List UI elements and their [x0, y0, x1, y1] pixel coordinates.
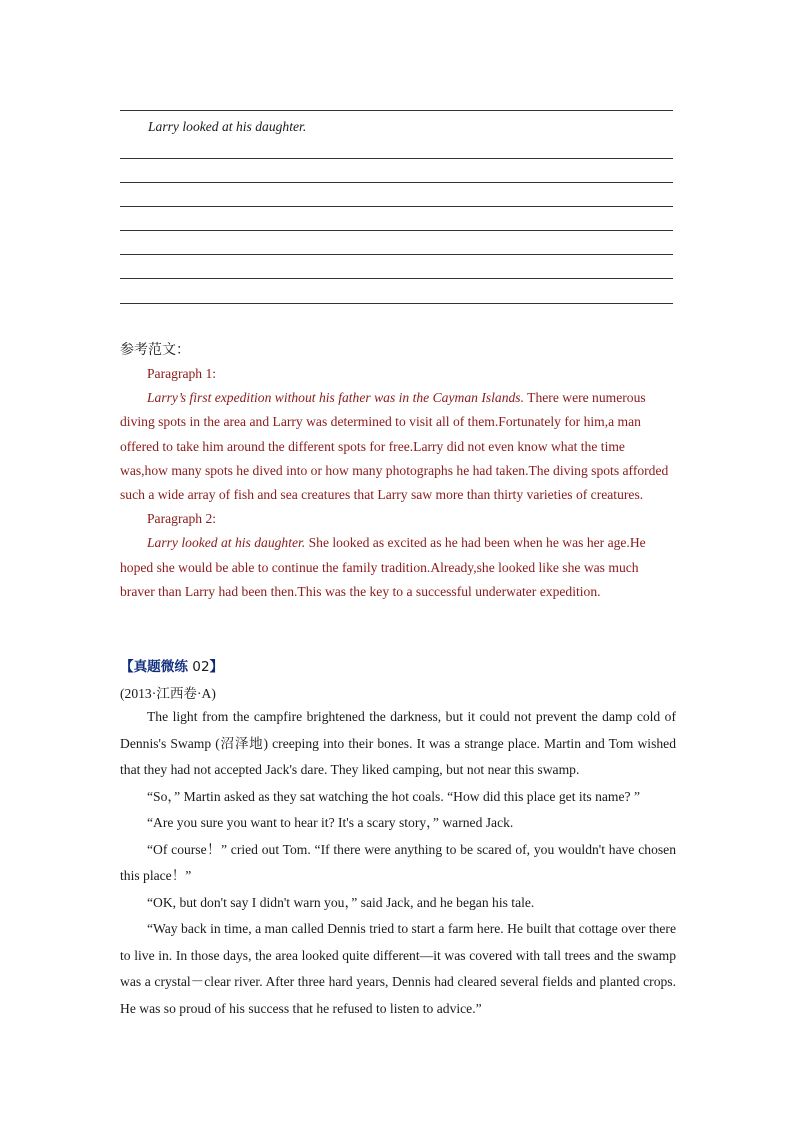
writing-line	[120, 278, 673, 279]
exercise-heading	[120, 655, 223, 675]
reference-essay	[120, 362, 676, 604]
writing-line	[120, 158, 673, 159]
bracket-open: 【	[120, 659, 134, 675]
writing-line	[120, 110, 673, 111]
exercise-number: 02	[187, 659, 210, 675]
writing-line	[120, 182, 673, 183]
paragraph-1-body: There were numerous diving spots in the area and Larry was determined to visit all of them.Fortunately for him,a man offered to take him around the different spots for free.Larry did not even know what the time was,how many spots he dived into or how many photographs he had taken.The diving spots afforded such a wide array of fish and sea creatures that Larry saw more than thirty varieties of creatures.	[120, 390, 669, 503]
exercise-title: 真题微练	[133, 659, 188, 675]
paragraph-1-label: Paragraph 1:	[147, 366, 217, 381]
writing-line	[120, 303, 673, 304]
paragraph-2-label: Paragraph 2:	[147, 511, 217, 527]
story-paragraph: “Are you sure you want to hear it? It's a scary story，” warned Jack.	[147, 815, 514, 830]
paragraph-2-lead: Larry looked at his daughter.	[147, 535, 306, 551]
story-paragraph: “OK, but don't say I didn't warn you，” said Jack, and he began his tale.	[147, 894, 535, 910]
paragraph-2	[120, 531, 676, 604]
exercise-source: (2013·江西卷·A)	[120, 686, 216, 701]
starter-sentence: Larry looked at his daughter.	[148, 119, 307, 134]
reference-heading: 参考范文：	[120, 342, 190, 358]
story-paragraph: “Of course！” cried out Tom. “If there were anything to be scared of, you wouldn't have chosen this place！”	[120, 841, 676, 883]
story-paragraph: The light from the campfire brightened the darkness, but it could not prevent the damp cold of Dennis's Swamp (沼泽地) creeping into their bones. It was a strange place. Martin and Tom wished that they had not accepted Jack's dare. They liked camping, but not near this swamp.	[120, 709, 676, 777]
paragraph-1-lead: Larry’s first expedition without his father was in the Cayman Islands.	[147, 390, 524, 406]
story-text	[120, 704, 676, 1022]
story-paragraph: “So，” Martin asked as they sat watching the hot coals. “How did this place get its name? ”	[147, 788, 641, 804]
writing-line	[120, 254, 673, 255]
bracket-close: 】	[209, 659, 224, 675]
paragraph-1	[120, 386, 676, 507]
writing-line	[120, 230, 673, 231]
writing-line	[120, 206, 673, 207]
story-paragraph: “Way back in time, a man called Dennis tried to start a farm here. He built that cottage over there to live in. In those days, the area looked quite different—it was covered with tall trees and the swamp was a crystal－clear river. After three hard years, Dennis had cleared several fields and planted crops. He was so proud of his success that he refused to listen to advice.”	[120, 921, 676, 1016]
paragraph-2-body: She looked as excited as he had been when he was her age.He hoped she would be able to continue the family tradition.Already,she looked like she was much braver than Larry had been then.This was the key to a successful underwater expedition.	[120, 535, 646, 599]
